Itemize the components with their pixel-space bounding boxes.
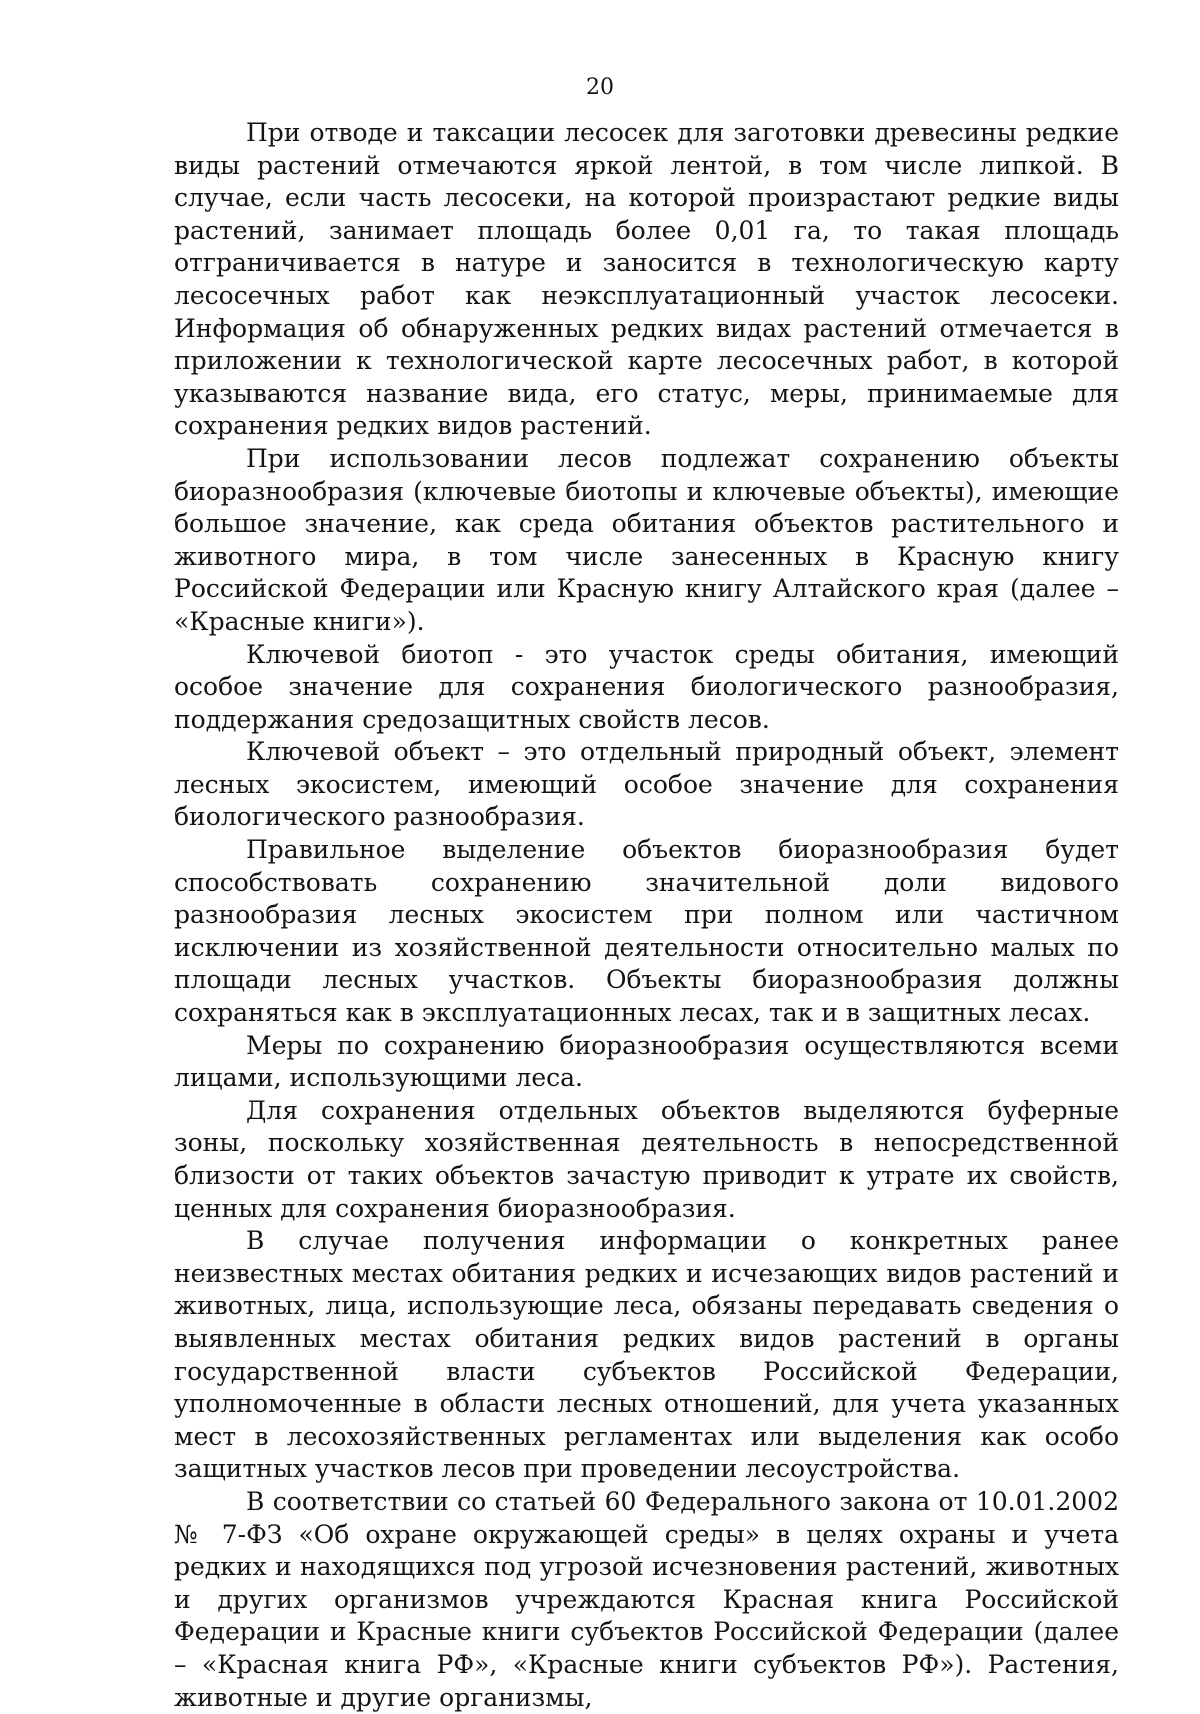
- paragraph-information-reporting: В случае получения информации о конкретных ранее неизвестных местах обитания редких и исчезающих видов растений и животных, лица, использующие леса, обязаны передавать сведения о выявленных местах обитания редких видов растений в органы государственной власти субъектов Российской Федерации, уполномоченные в области лесных отношений, для учета указанных мест в лесохозяйственных регламентах или выделения как особо защитных участков лесов при проведении лесоустройства.: [174, 1226, 1119, 1484]
- paragraph-biodiversity-objects: При использовании лесов подлежат сохранению объекты биоразнообразия (ключевые биотопы и ключевые объекты), имеющие большое значение, как среда обитания объектов растительного и животного мира, в том числе занесенных в Красную книгу Российской Федерации или Красную книгу Алтайского края (далее – «Красные книги»).: [174, 443, 1119, 636]
- paragraph-biodiversity-measures: Меры по сохранению биоразнообразия осуществляются всеми лицами, использующими леса.: [174, 1030, 1119, 1093]
- paragraph-rare-plants-marking: При отводе и таксации лесосек для заготовки древесины редкие виды растений отмечаются яркой лентой, в том числе липкой. В случае, если часть лесосеки, на которой произрастают редкие виды растений, занимает площадь более 0,01 га, то такая площадь отграничивается в натуре и заносится в технологическую карту лесосечных работ как неэксплуатационный участок лесосеки. Информация об обнаруженных редких видах растений отмечается в приложении к технологической карте лесосечных работ, в которой указываются название вида, его статус, меры, принимаемые для сохранения редких видов растений.: [174, 118, 1119, 441]
- paragraph-key-object: Ключевой объект – это отдельный природный объект, элемент лесных экосистем, имеющий особое значение для сохранения биологического разнообразия.: [174, 737, 1119, 832]
- paragraph-red-books-law: В соответствии со статьей 60 Федерального закона от 10.01.2002 № 7-ФЗ «Об охране окружающей среды» в целях охраны и учета редких и находящихся под угрозой исчезновения растений, животных и других организмов учреждаются Красная книга Российской Федерации и Красные книги субъектов Российской Федерации (далее – «Красная книга РФ», «Красные книги субъектов РФ»). Растения, животные и другие организмы,: [174, 1486, 1119, 1712]
- paragraph-buffer-zones: Для сохранения отдельных объектов выделяются буферные зоны, поскольку хозяйственная деятельность в непосредственной близости от таких объектов зачастую приводит к утрате их свойств, ценных для сохранения биоразнообразия.: [174, 1095, 1119, 1223]
- page-number: 20: [586, 75, 614, 100]
- paragraph-biodiversity-allocation: Правильное выделение объектов биоразнообразия будет способствовать сохранению значительной доли видового разнообразия лесных экосистем при полном или частичном исключении из хозяйственной деятельности относительно малых по площади лесных участков. Объекты биоразнообразия должны сохраняться как в эксплуатационных лесах, так и в защитных лесах.: [174, 835, 1119, 1028]
- document-body: [174, 117, 1119, 1714]
- paragraph-key-biotope: Ключевой биотоп - это участок среды обитания, имеющий особое значение для сохранения биологического разнообразия, поддержания средозащитных свойств лесов.: [174, 639, 1119, 734]
